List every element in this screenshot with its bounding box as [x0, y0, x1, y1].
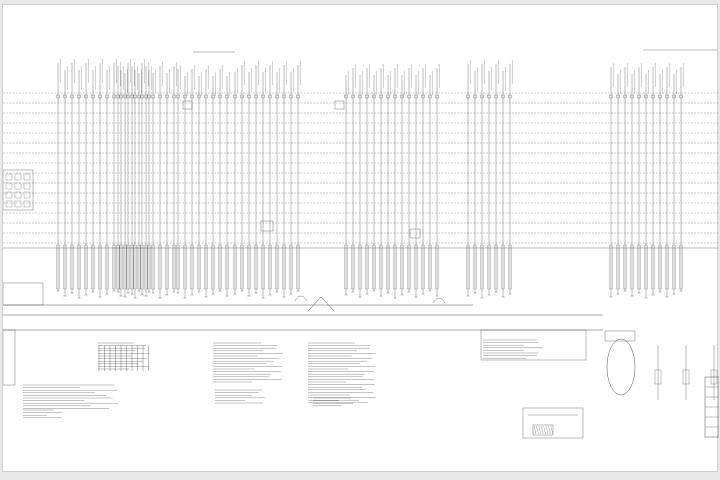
hatch-line [544, 426, 546, 434]
hatch-line [551, 426, 553, 434]
panel-cell [15, 201, 21, 207]
panel-cell [15, 183, 21, 189]
notes-and-legends [23, 340, 719, 438]
arc-symbol [433, 298, 445, 303]
arc-symbol [295, 296, 307, 301]
transformer-box [335, 101, 344, 109]
panel-cell [6, 201, 12, 207]
panel-cell [24, 183, 30, 189]
zone-label-box [605, 331, 635, 341]
schematic-drawing [3, 5, 719, 473]
hatch-line [541, 426, 543, 434]
sheet-frame [193, 50, 717, 52]
left-riser-block [3, 330, 15, 385]
hatch-line [534, 426, 536, 434]
bus-lines [3, 93, 719, 330]
panel-cell [6, 183, 12, 189]
incomer-block [3, 283, 43, 305]
drawing-sheet [2, 4, 718, 472]
panel-left-block [3, 170, 33, 210]
panel-cell [24, 201, 30, 207]
hatch-line [539, 426, 541, 434]
transformer-box [183, 101, 192, 109]
panel-cell [15, 174, 21, 180]
panel-cell [6, 174, 12, 180]
hatch-line [546, 426, 548, 434]
panel-cell [24, 174, 30, 180]
hatch-line [548, 426, 550, 434]
switch-symbol [308, 297, 334, 311]
meter-box [410, 229, 420, 238]
circuit-feeders [57, 59, 684, 298]
hatch-line [536, 426, 538, 434]
zone-outline [607, 339, 635, 395]
